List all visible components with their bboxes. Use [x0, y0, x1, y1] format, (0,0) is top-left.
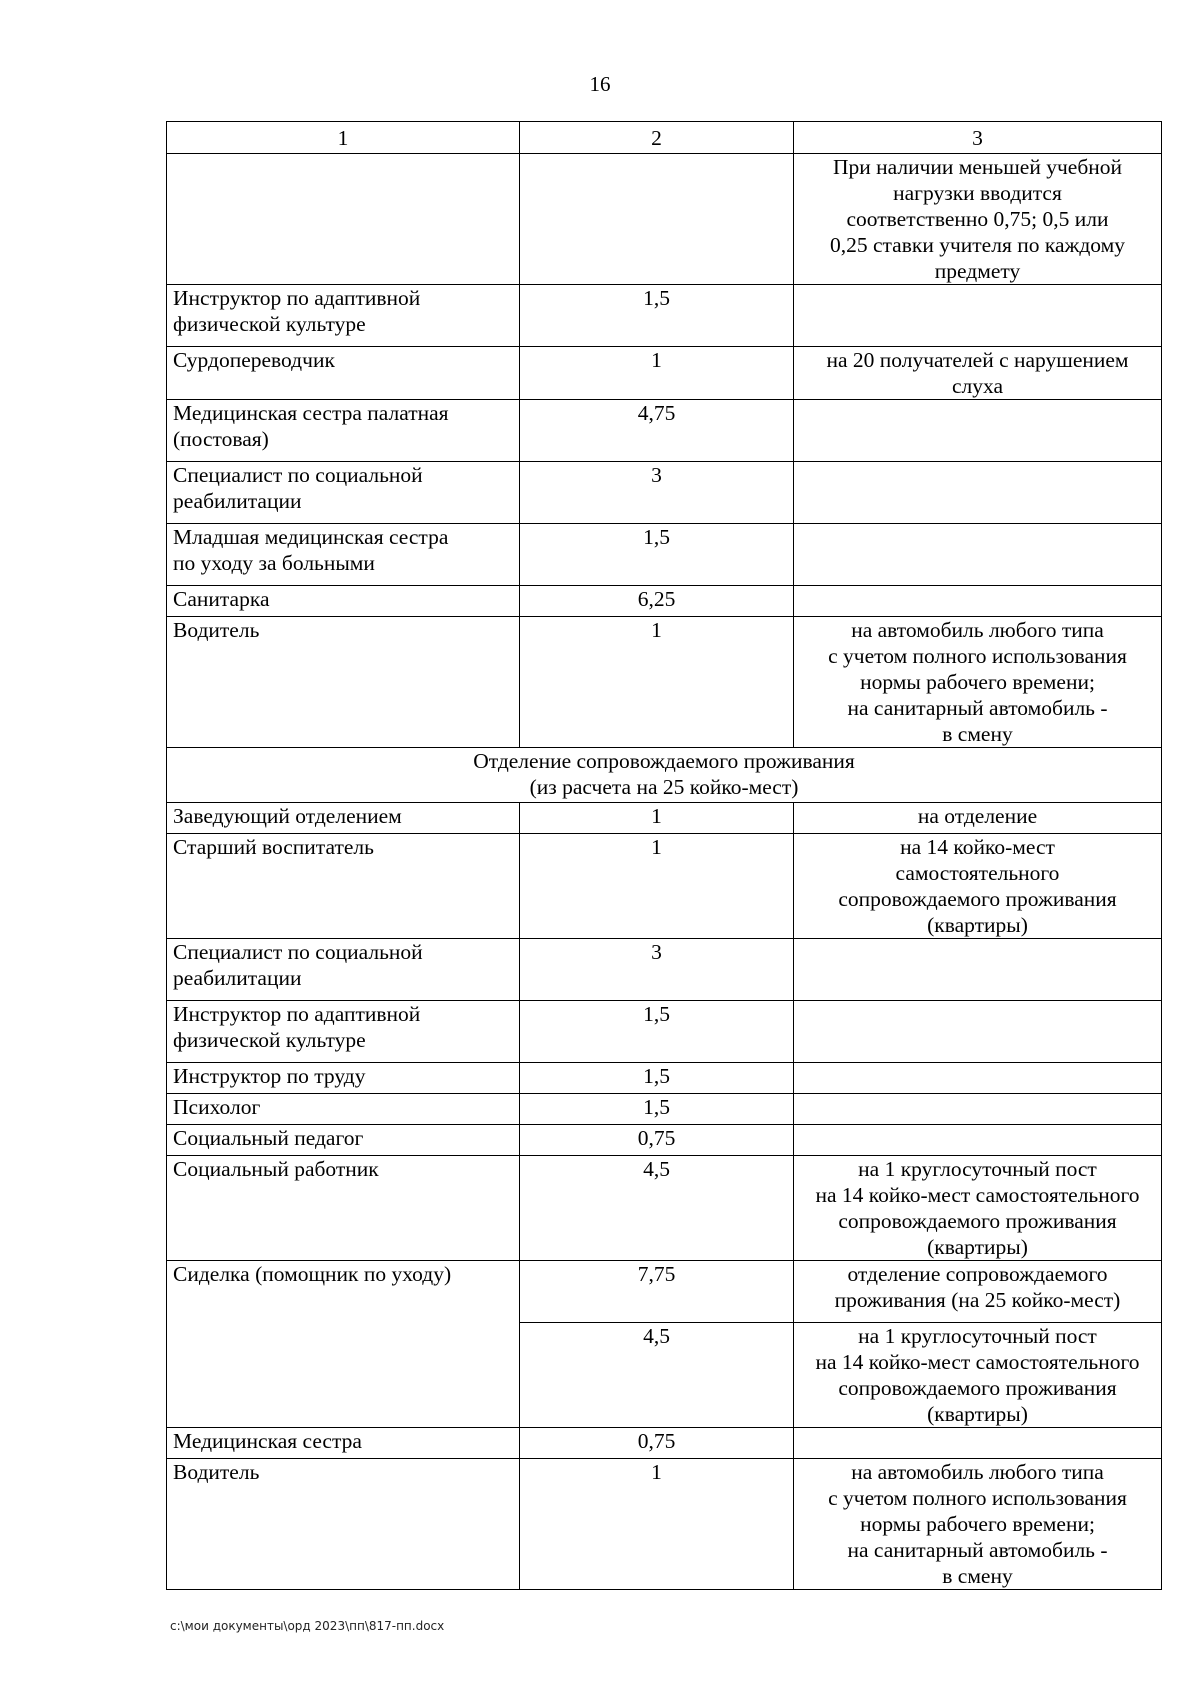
- table-row: [167, 400, 1162, 462]
- note-line: на санитарный автомобиль -: [847, 1538, 1108, 1562]
- position-name: Водитель: [173, 618, 260, 642]
- note-cell: [794, 617, 1162, 748]
- position-name: Специалист по социальной: [173, 940, 423, 964]
- table-row: [167, 462, 1162, 524]
- table-row: [167, 1156, 1162, 1261]
- table-row: [167, 524, 1162, 586]
- position-name: Инструктор по адаптивной: [173, 1002, 421, 1026]
- rate-cell: 1: [520, 834, 794, 939]
- table-row: [167, 586, 1162, 617]
- rate-cell: 1: [520, 803, 794, 834]
- note-line: в смену: [942, 1564, 1013, 1588]
- position-name: Инструктор по труду: [173, 1064, 366, 1088]
- position-name: Специалист по социальной: [173, 463, 423, 487]
- page-number: 16: [589, 72, 611, 96]
- position-cell: [167, 154, 520, 285]
- table-row: [167, 1459, 1162, 1590]
- position-name: (постовая): [173, 427, 269, 451]
- rate-cell: [520, 154, 794, 285]
- table-row: [167, 803, 1162, 834]
- note-line: 0,25 ставки учителя по каждому: [829, 233, 1125, 257]
- position-cell: [167, 347, 520, 400]
- note-line: на 14 койко-мест: [900, 835, 1055, 859]
- column-header: 1: [167, 122, 520, 154]
- column-header: 3: [794, 122, 1162, 154]
- position-cell: [167, 1094, 520, 1125]
- table-row: [167, 285, 1162, 347]
- position-cell: [167, 1261, 520, 1428]
- position-cell: [167, 586, 520, 617]
- note-line: на автомобиль любого типа: [851, 618, 1104, 642]
- rate-cell: 1: [520, 617, 794, 748]
- table-row: [167, 1261, 1162, 1323]
- position-name: Медицинская сестра: [173, 1429, 362, 1453]
- position-cell: [167, 1125, 520, 1156]
- table-row: [167, 617, 1162, 748]
- position-name: Психолог: [173, 1095, 261, 1119]
- position-cell: [167, 285, 520, 347]
- table-row: [167, 939, 1162, 1001]
- note-line: нормы рабочего времени;: [860, 670, 1095, 694]
- rate-cell: 3: [520, 939, 794, 1001]
- note-cell: [794, 524, 1162, 586]
- position-name: реабилитации: [173, 489, 302, 513]
- section-row: [167, 748, 1162, 803]
- note-cell: [794, 285, 1162, 347]
- note-cell: [794, 400, 1162, 462]
- rate-cell: 1,5: [520, 1094, 794, 1125]
- position-name: реабилитации: [173, 966, 302, 990]
- section-heading-line: (из расчета на 25 койко-мест): [529, 775, 799, 799]
- note-cell: [794, 1156, 1162, 1261]
- note-cell: [794, 1094, 1162, 1125]
- note-line: отделение сопровождаемого: [847, 1262, 1108, 1286]
- note-line: на отделение: [917, 804, 1038, 828]
- note-line: на 1 круглосуточный пост: [858, 1324, 1097, 1348]
- note-line: на санитарный автомобиль -: [847, 696, 1108, 720]
- note-cell: [794, 1428, 1162, 1459]
- position-name: по уходу за больными: [173, 551, 375, 575]
- rate-cell: 3: [520, 462, 794, 524]
- section-heading-line: Отделение сопровождаемого проживания: [473, 749, 855, 773]
- position-cell: [167, 462, 520, 524]
- rate-cell: 1: [520, 347, 794, 400]
- table-row: [167, 1094, 1162, 1125]
- position-name: Социальный работник: [173, 1157, 379, 1181]
- note-line: на 14 койко-мест самостоятельного: [815, 1183, 1140, 1207]
- table-row: [167, 154, 1162, 285]
- rate-cell: 4,5: [520, 1156, 794, 1261]
- note-line: соответственно 0,75; 0,5 или: [846, 207, 1109, 231]
- position-cell: [167, 1156, 520, 1261]
- footer-file-path: c:\мои документы\орд 2023\пп\817-пп.docx: [170, 1619, 445, 1633]
- note-cell: [794, 1001, 1162, 1063]
- note-line: нагрузки вводится: [893, 181, 1062, 205]
- section-heading: [167, 748, 1162, 803]
- header-row: [167, 122, 1162, 154]
- position-cell: [167, 834, 520, 939]
- note-line: сопровождаемого проживания: [838, 887, 1117, 911]
- note-line: сопровождаемого проживания: [838, 1376, 1117, 1400]
- rate-cell: 1,5: [520, 1001, 794, 1063]
- position-cell: [167, 524, 520, 586]
- note-line: с учетом полного использования: [828, 1486, 1127, 1510]
- position-name: Старший воспитатель: [173, 835, 374, 859]
- note-line: сопровождаемого проживания: [838, 1209, 1117, 1233]
- note-line: на автомобиль любого типа: [851, 1460, 1104, 1484]
- position-cell: [167, 939, 520, 1001]
- position-name: Медицинская сестра палатная: [173, 401, 449, 425]
- note-line: (квартиры): [927, 913, 1028, 937]
- note-cell: [794, 939, 1162, 1001]
- position-name: физической культуре: [173, 312, 366, 336]
- note-line: нормы рабочего времени;: [860, 1512, 1095, 1536]
- note-cell: [794, 1323, 1162, 1428]
- note-line: на 14 койко-мест самостоятельного: [815, 1350, 1140, 1374]
- note-cell: [794, 834, 1162, 939]
- rate-cell: 7,75: [520, 1261, 794, 1323]
- rate-cell: 1,5: [520, 1063, 794, 1094]
- note-line: на 1 круглосуточный пост: [858, 1157, 1097, 1181]
- position-cell: [167, 1001, 520, 1063]
- rate-cell: 6,25: [520, 586, 794, 617]
- note-cell: [794, 462, 1162, 524]
- position-name: физической культуре: [173, 1028, 366, 1052]
- note-cell: [794, 586, 1162, 617]
- position-name: Сиделка (помощник по уходу): [173, 1262, 452, 1286]
- note-line: слуха: [951, 374, 1004, 398]
- position-name: Водитель: [173, 1460, 260, 1484]
- rate-cell: 0,75: [520, 1125, 794, 1156]
- table-body: [167, 122, 1162, 1590]
- note-line: (квартиры): [927, 1235, 1028, 1259]
- position-cell: [167, 1459, 520, 1590]
- note-line: (квартиры): [927, 1402, 1028, 1426]
- position-cell: [167, 1428, 520, 1459]
- position-cell: [167, 803, 520, 834]
- note-line: на 20 получателей с нарушением: [826, 348, 1129, 372]
- note-line: самостоятельного: [895, 861, 1060, 885]
- column-header: 2: [520, 122, 794, 154]
- note-cell: [794, 154, 1162, 285]
- rate-cell: 1,5: [520, 524, 794, 586]
- table-row: [167, 1125, 1162, 1156]
- position-cell: [167, 617, 520, 748]
- position-name: Сурдопереводчик: [173, 348, 335, 372]
- note-cell: [794, 1261, 1162, 1323]
- note-line: проживания (на 25 койко-мест): [834, 1288, 1121, 1312]
- rate-cell: 1: [520, 1459, 794, 1590]
- note-line: предмету: [934, 259, 1021, 283]
- note-line: При наличии меньшей учебной: [832, 155, 1123, 179]
- table-row: [167, 1063, 1162, 1094]
- rate-cell: 4,5: [520, 1323, 794, 1428]
- table-row: [167, 1001, 1162, 1063]
- position-cell: [167, 1063, 520, 1094]
- position-name: Заведующий отделением: [173, 804, 402, 828]
- note-cell: [794, 347, 1162, 400]
- table-row: [167, 1428, 1162, 1459]
- rate-cell: 1,5: [520, 285, 794, 347]
- note-cell: [794, 1459, 1162, 1590]
- position-cell: [167, 400, 520, 462]
- note-cell: [794, 1063, 1162, 1094]
- note-cell: [794, 803, 1162, 834]
- note-line: в смену: [942, 722, 1013, 746]
- table-row: [167, 347, 1162, 400]
- rate-cell: 4,75: [520, 400, 794, 462]
- position-name: Санитарка: [173, 587, 270, 611]
- position-name: Инструктор по адаптивной: [173, 286, 421, 310]
- staffing-table: [166, 121, 1162, 1590]
- note-line: с учетом полного использования: [828, 644, 1127, 668]
- rate-cell: 0,75: [520, 1428, 794, 1459]
- note-cell: [794, 1125, 1162, 1156]
- position-name: Социальный педагог: [173, 1126, 364, 1150]
- position-name: Младшая медицинская сестра: [173, 525, 449, 549]
- table-row: [167, 834, 1162, 939]
